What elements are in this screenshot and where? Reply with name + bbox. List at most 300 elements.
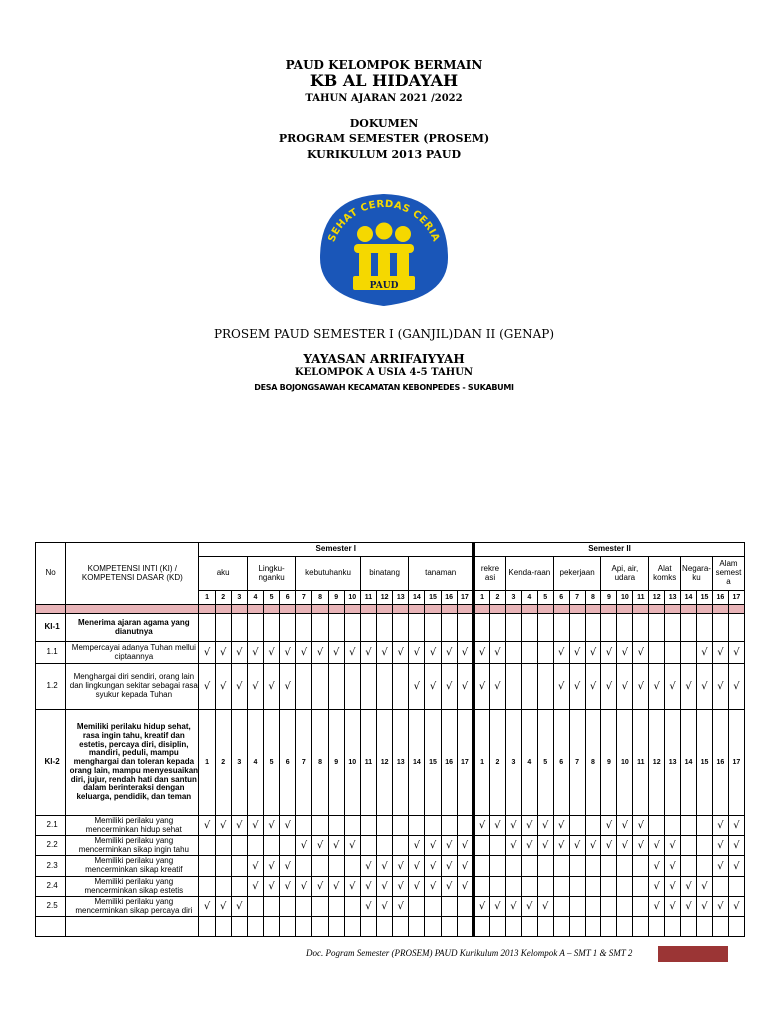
check-cell xyxy=(441,614,457,642)
spacer-cell xyxy=(457,605,473,614)
check-cell xyxy=(360,614,376,642)
check-cell xyxy=(505,642,521,664)
check-cell: √ xyxy=(393,877,409,897)
check-cell xyxy=(665,642,681,664)
check-cell xyxy=(649,642,665,664)
check-cell xyxy=(199,877,215,897)
spacer-cell xyxy=(553,605,569,614)
check-cell xyxy=(247,897,263,917)
check-cell: √ xyxy=(521,897,537,917)
spacer-cell xyxy=(712,605,728,614)
week-number: 3 xyxy=(505,591,521,605)
check-cell: √ xyxy=(441,642,457,664)
check-cell xyxy=(409,897,425,917)
check-cell xyxy=(601,917,617,937)
table-row xyxy=(36,897,745,917)
check-cell: √ xyxy=(441,877,457,897)
check-cell: √ xyxy=(712,897,728,917)
check-cell: √ xyxy=(231,816,247,836)
check-cell xyxy=(728,614,744,642)
check-cell xyxy=(585,816,601,836)
spacer-cell xyxy=(377,605,393,614)
theme-header: Api, air, udara xyxy=(601,557,649,591)
row-kompetensi: Mempercayai adanya Tuhan mellui ciptaannya xyxy=(66,642,199,664)
check-cell xyxy=(393,664,409,710)
week-number: 2 xyxy=(215,591,231,605)
week-number: 12 xyxy=(377,710,393,816)
spacer-row xyxy=(36,605,745,614)
spacer-cell xyxy=(360,605,376,614)
check-cell xyxy=(490,917,506,937)
check-cell: √ xyxy=(280,856,296,877)
check-cell xyxy=(231,917,247,937)
week-number: 9 xyxy=(601,710,617,816)
check-cell: √ xyxy=(393,897,409,917)
academic-year: TAHUN AJARAN 2021 /2022 xyxy=(305,93,463,104)
spacer-cell xyxy=(344,605,360,614)
check-cell xyxy=(312,917,328,937)
spacer-cell xyxy=(312,605,328,614)
spacer-cell xyxy=(490,605,506,614)
week-number: 15 xyxy=(425,591,441,605)
check-cell: √ xyxy=(199,816,215,836)
row-number: 2.1 xyxy=(36,816,66,836)
check-cell: √ xyxy=(264,856,280,877)
week-number: 3 xyxy=(505,710,521,816)
check-cell xyxy=(521,642,537,664)
check-cell: √ xyxy=(712,816,728,836)
check-cell xyxy=(697,614,713,642)
check-cell xyxy=(344,897,360,917)
check-cell xyxy=(328,614,344,642)
check-cell: √ xyxy=(474,897,490,917)
check-cell xyxy=(231,877,247,897)
check-cell xyxy=(553,897,569,917)
check-cell: √ xyxy=(553,664,569,710)
check-cell xyxy=(457,614,473,642)
week-number: 8 xyxy=(312,591,328,605)
week-number: 5 xyxy=(537,591,553,605)
check-cell xyxy=(601,614,617,642)
check-cell: √ xyxy=(409,856,425,877)
check-cell: √ xyxy=(601,836,617,856)
check-cell xyxy=(728,877,744,897)
week-number: 8 xyxy=(312,710,328,816)
week-number: 5 xyxy=(264,710,280,816)
week-number: 13 xyxy=(665,710,681,816)
theme-header: aku xyxy=(199,557,247,591)
spacer-cell xyxy=(393,605,409,614)
check-cell xyxy=(328,856,344,877)
check-cell xyxy=(553,856,569,877)
check-cell xyxy=(247,614,263,642)
row-kompetensi: Memiliki perilaku yang mencerminkan sikap estetis xyxy=(66,877,199,897)
footer-text: Doc. Pogram Semester (PROSEM) PAUD Kurikulum 2013 Kelompok A – SMT 1 & SMT 2 xyxy=(306,948,633,958)
check-cell xyxy=(585,917,601,937)
curriculum-title: KURIKULUM 2013 PAUD xyxy=(306,148,462,161)
check-cell xyxy=(312,664,328,710)
check-cell: √ xyxy=(247,642,263,664)
check-cell xyxy=(409,917,425,937)
spacer-cell xyxy=(537,605,553,614)
week-number: 7 xyxy=(569,710,585,816)
check-cell xyxy=(296,856,312,877)
check-cell: √ xyxy=(697,664,713,710)
check-cell xyxy=(537,917,553,937)
check-cell xyxy=(490,836,506,856)
theme-header: Alam semest a xyxy=(712,557,744,591)
check-cell xyxy=(490,856,506,877)
check-cell: √ xyxy=(569,664,585,710)
check-cell xyxy=(247,917,263,937)
check-cell xyxy=(344,614,360,642)
check-cell: √ xyxy=(585,642,601,664)
check-cell: √ xyxy=(728,642,744,664)
check-cell: √ xyxy=(617,664,633,710)
check-cell: √ xyxy=(247,664,263,710)
table-row xyxy=(36,877,745,897)
check-cell xyxy=(633,856,649,877)
check-cell: √ xyxy=(649,877,665,897)
check-cell xyxy=(553,877,569,897)
check-cell xyxy=(441,897,457,917)
check-cell xyxy=(409,816,425,836)
week-number: 16 xyxy=(712,591,728,605)
check-cell xyxy=(681,614,697,642)
week-number: 14 xyxy=(409,591,425,605)
check-cell xyxy=(247,836,263,856)
check-cell xyxy=(328,917,344,937)
check-cell: √ xyxy=(697,642,713,664)
check-cell: √ xyxy=(601,816,617,836)
row-number: 1.1 xyxy=(36,642,66,664)
week-number: 11 xyxy=(360,710,376,816)
table-row xyxy=(36,614,745,642)
check-cell: √ xyxy=(441,664,457,710)
week-number: 11 xyxy=(633,710,649,816)
check-cell xyxy=(521,877,537,897)
check-cell xyxy=(681,836,697,856)
org-name: PAUD KELOMPOK BERMAIN xyxy=(285,58,483,72)
check-cell: √ xyxy=(199,642,215,664)
check-cell: √ xyxy=(505,897,521,917)
week-number: 12 xyxy=(377,591,393,605)
check-cell xyxy=(328,897,344,917)
check-cell: √ xyxy=(457,642,473,664)
check-cell xyxy=(360,836,376,856)
table-row xyxy=(36,642,745,664)
week-number: 1 xyxy=(199,710,215,816)
check-cell: √ xyxy=(360,642,376,664)
table-row xyxy=(36,917,745,937)
check-cell xyxy=(585,856,601,877)
check-cell xyxy=(569,614,585,642)
check-cell xyxy=(215,877,231,897)
check-cell: √ xyxy=(712,836,728,856)
check-cell xyxy=(537,856,553,877)
check-cell: √ xyxy=(457,856,473,877)
check-cell: √ xyxy=(280,816,296,836)
spacer-cell xyxy=(66,605,199,614)
check-cell xyxy=(264,614,280,642)
check-cell: √ xyxy=(585,664,601,710)
week-number: 12 xyxy=(649,710,665,816)
row-kompetensi: Memiliki perilaku hidup sehat, rasa ingin tahu, kreatif dan estetis, percaya diri, disiplin, mandiri, peduli, mampu menghargai dan toleran kepada orang lain, mampu menyesuaikan diri, jujur, rendah hati dan santun dalam berinteraksi dengan keluarga, pendidik, dan teman xyxy=(66,710,199,816)
check-cell xyxy=(537,664,553,710)
check-cell xyxy=(601,856,617,877)
check-cell: √ xyxy=(712,856,728,877)
week-number: 9 xyxy=(328,710,344,816)
check-cell xyxy=(585,897,601,917)
row-kompetensi: Memiliki perilaku yang mencerminkan sikap percaya diri xyxy=(66,897,199,917)
check-cell xyxy=(649,917,665,937)
check-cell xyxy=(280,836,296,856)
check-cell: √ xyxy=(649,836,665,856)
check-cell xyxy=(264,917,280,937)
check-cell: √ xyxy=(247,816,263,836)
week-number: 9 xyxy=(601,591,617,605)
check-cell: √ xyxy=(728,856,744,877)
check-cell xyxy=(712,877,728,897)
check-cell xyxy=(553,917,569,937)
check-cell xyxy=(505,664,521,710)
spacer-cell xyxy=(633,605,649,614)
check-cell: √ xyxy=(215,897,231,917)
check-cell: √ xyxy=(474,664,490,710)
week-number: 14 xyxy=(681,591,697,605)
check-cell: √ xyxy=(199,664,215,710)
check-cell: √ xyxy=(312,642,328,664)
check-cell xyxy=(280,614,296,642)
check-cell xyxy=(697,836,713,856)
week-number: 13 xyxy=(393,591,409,605)
check-cell: √ xyxy=(633,836,649,856)
check-cell: √ xyxy=(360,897,376,917)
week-number: 7 xyxy=(569,591,585,605)
check-cell: √ xyxy=(490,642,506,664)
check-cell xyxy=(231,856,247,877)
check-cell: √ xyxy=(441,856,457,877)
check-cell: √ xyxy=(474,816,490,836)
check-cell: √ xyxy=(296,836,312,856)
check-cell: √ xyxy=(553,816,569,836)
week-number: 15 xyxy=(697,591,713,605)
check-cell xyxy=(312,897,328,917)
check-cell xyxy=(569,897,585,917)
check-cell: √ xyxy=(537,897,553,917)
check-cell xyxy=(280,897,296,917)
check-cell xyxy=(474,836,490,856)
row-kompetensi: Menghargai diri sendiri, orang lain dan lingkungan sekitar sebagai rasa syukur kepada Tuhan xyxy=(66,664,199,710)
check-cell xyxy=(425,917,441,937)
program-title: PROGRAM SEMESTER (PROSEM) xyxy=(278,132,490,145)
week-number: 1 xyxy=(474,710,490,816)
check-cell xyxy=(296,897,312,917)
check-cell: √ xyxy=(633,642,649,664)
check-cell xyxy=(681,856,697,877)
check-cell: √ xyxy=(728,664,744,710)
check-cell: √ xyxy=(712,642,728,664)
check-cell: √ xyxy=(360,877,376,897)
check-cell: √ xyxy=(409,664,425,710)
week-number: 6 xyxy=(553,710,569,816)
check-cell xyxy=(649,614,665,642)
theme-header: Kenda-raan xyxy=(505,557,553,591)
check-cell xyxy=(633,877,649,897)
week-number: 17 xyxy=(728,710,744,816)
check-cell xyxy=(377,816,393,836)
check-cell xyxy=(393,836,409,856)
check-cell xyxy=(360,917,376,937)
check-cell: √ xyxy=(344,877,360,897)
check-cell xyxy=(521,664,537,710)
group-name: KELOMPOK A USIA 4-5 TAHUN xyxy=(294,367,474,378)
spacer-cell xyxy=(617,605,633,614)
week-number: 4 xyxy=(521,710,537,816)
check-cell: √ xyxy=(553,836,569,856)
check-cell xyxy=(360,664,376,710)
check-cell: √ xyxy=(328,836,344,856)
check-cell xyxy=(409,614,425,642)
check-cell xyxy=(296,614,312,642)
check-cell: √ xyxy=(393,856,409,877)
check-cell: √ xyxy=(490,897,506,917)
week-number: 15 xyxy=(425,710,441,816)
check-cell: √ xyxy=(569,642,585,664)
check-cell xyxy=(505,917,521,937)
week-number: 6 xyxy=(280,591,296,605)
theme-header: rekre asi xyxy=(474,557,506,591)
spacer-cell xyxy=(697,605,713,614)
check-cell xyxy=(681,917,697,937)
theme-header: tanaman xyxy=(409,557,474,591)
check-cell xyxy=(360,816,376,836)
check-cell xyxy=(441,917,457,937)
prosem-table xyxy=(35,542,745,937)
check-cell xyxy=(441,816,457,836)
week-number: 10 xyxy=(617,710,633,816)
check-cell: √ xyxy=(393,642,409,664)
check-cell: √ xyxy=(360,856,376,877)
check-cell xyxy=(312,614,328,642)
check-cell xyxy=(665,917,681,937)
check-cell xyxy=(377,664,393,710)
theme-header: Alat komks xyxy=(649,557,681,591)
check-cell xyxy=(697,917,713,937)
week-number: 5 xyxy=(264,591,280,605)
week-number: 3 xyxy=(231,710,247,816)
svg-text:PAUD: PAUD xyxy=(369,281,399,291)
check-cell xyxy=(296,664,312,710)
check-cell: √ xyxy=(296,877,312,897)
row-number: KI-2 xyxy=(36,710,66,816)
check-cell xyxy=(697,856,713,877)
check-cell xyxy=(199,917,215,937)
theme-header: Negara-ku xyxy=(681,557,713,591)
check-cell xyxy=(617,897,633,917)
row-kompetensi xyxy=(66,917,199,937)
check-cell xyxy=(474,877,490,897)
check-cell: √ xyxy=(665,664,681,710)
header-kompetensi: KOMPETENSI INTI (KI) / KOMPETENSI DASAR (KD) xyxy=(66,543,199,605)
check-cell xyxy=(537,614,553,642)
check-cell xyxy=(215,836,231,856)
check-cell xyxy=(296,917,312,937)
check-cell xyxy=(344,856,360,877)
check-cell xyxy=(712,917,728,937)
check-cell xyxy=(474,856,490,877)
check-cell xyxy=(505,614,521,642)
week-number: 4 xyxy=(521,591,537,605)
check-cell: √ xyxy=(231,664,247,710)
week-number: 17 xyxy=(457,710,473,816)
row-number: 1.2 xyxy=(36,664,66,710)
check-cell: √ xyxy=(377,877,393,897)
spacer-cell xyxy=(521,605,537,614)
spacer-cell xyxy=(409,605,425,614)
check-cell: √ xyxy=(617,836,633,856)
row-number: KI-1 xyxy=(36,614,66,642)
check-cell: √ xyxy=(681,897,697,917)
week-number: 14 xyxy=(409,710,425,816)
week-number: 13 xyxy=(665,591,681,605)
check-cell xyxy=(457,897,473,917)
check-cell: √ xyxy=(649,664,665,710)
spacer-cell xyxy=(296,605,312,614)
check-cell: √ xyxy=(712,664,728,710)
check-cell xyxy=(264,836,280,856)
check-cell: √ xyxy=(521,816,537,836)
footer-bar xyxy=(658,946,728,962)
check-cell: √ xyxy=(457,836,473,856)
check-cell xyxy=(377,917,393,937)
check-cell xyxy=(633,614,649,642)
check-cell: √ xyxy=(505,836,521,856)
check-cell: √ xyxy=(474,642,490,664)
check-cell xyxy=(264,897,280,917)
prosem-title: PROSEM PAUD SEMESTER I (GANJIL)DAN II (GENAP) xyxy=(213,327,555,341)
check-cell xyxy=(215,917,231,937)
check-cell: √ xyxy=(728,897,744,917)
week-number: 4 xyxy=(247,591,263,605)
check-cell xyxy=(474,917,490,937)
check-cell: √ xyxy=(537,836,553,856)
week-number: 11 xyxy=(360,591,376,605)
check-cell xyxy=(328,816,344,836)
check-cell xyxy=(393,816,409,836)
check-cell xyxy=(601,877,617,897)
check-cell: √ xyxy=(312,836,328,856)
check-cell: √ xyxy=(425,664,441,710)
check-cell xyxy=(617,877,633,897)
spacer-cell xyxy=(728,605,744,614)
check-cell: √ xyxy=(521,836,537,856)
theme-header: binatang xyxy=(360,557,408,591)
check-cell: √ xyxy=(215,642,231,664)
check-cell xyxy=(215,856,231,877)
check-cell xyxy=(617,856,633,877)
check-cell xyxy=(344,816,360,836)
check-cell: √ xyxy=(409,836,425,856)
check-cell xyxy=(377,836,393,856)
check-cell: √ xyxy=(231,642,247,664)
check-cell: √ xyxy=(665,877,681,897)
check-cell: √ xyxy=(665,836,681,856)
spacer-cell xyxy=(247,605,263,614)
check-cell: √ xyxy=(425,877,441,897)
school-name: KB AL HIDAYAH xyxy=(309,71,459,90)
check-cell: √ xyxy=(264,642,280,664)
